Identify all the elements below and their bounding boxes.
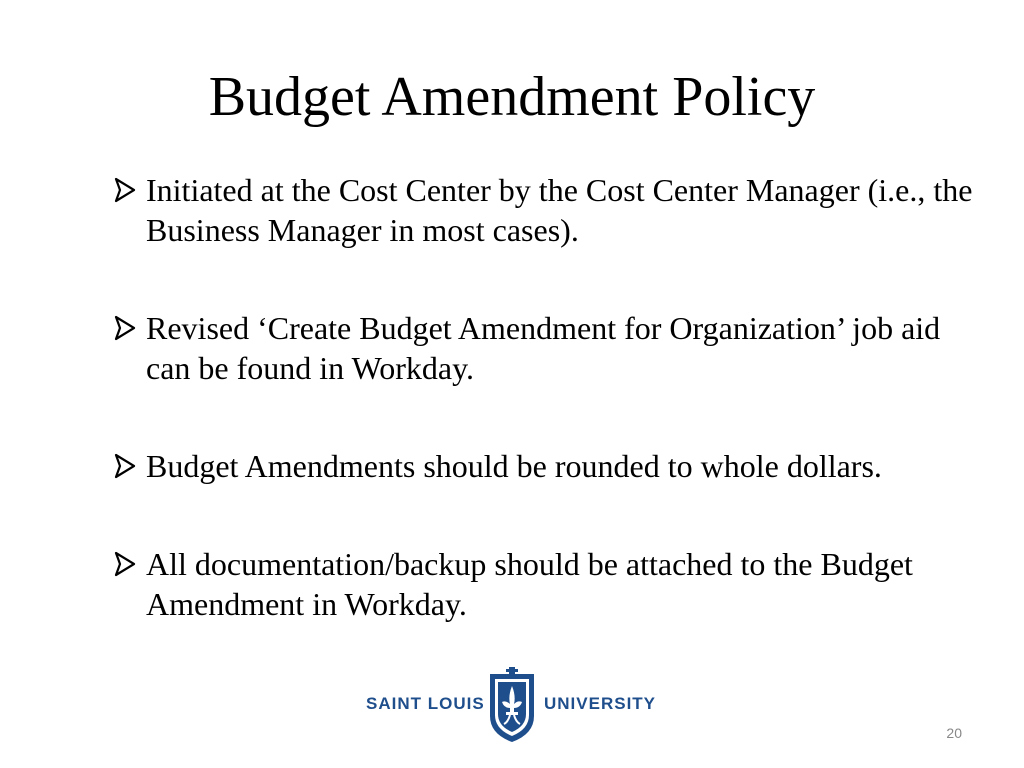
university-logo (366, 666, 660, 744)
bullet-text: Initiated at the Cost Center by the Cost Center Manager (i.e., the Business Manager in most cases). (146, 172, 973, 248)
logo-text-right: UNIVERSITY (544, 694, 657, 713)
bullet-item (110, 544, 990, 624)
page-number: 20 (946, 725, 962, 741)
bullet-item (110, 446, 990, 486)
bullet-item (110, 170, 990, 250)
arrow-bullet-icon (110, 313, 140, 343)
slide-title: Budget Amendment Policy (208, 66, 816, 128)
arrow-bullet-icon (110, 451, 140, 481)
fleur-de-lis-shield-icon (486, 666, 538, 744)
bullet-text: Budget Amendments should be rounded to whole dollars. (146, 448, 882, 484)
bullet-list (110, 170, 990, 682)
bullet-text: All documentation/backup should be attached to the Budget Amendment in Workday. (146, 546, 913, 622)
arrow-bullet-icon (110, 175, 140, 205)
arrow-bullet-icon (110, 549, 140, 579)
bullet-item (110, 308, 990, 388)
logo-text-left: SAINT LOUIS (366, 694, 485, 713)
bullet-text: Revised ‘Create Budget Amendment for Organization’ job aid can be found in Workday. (146, 310, 941, 386)
